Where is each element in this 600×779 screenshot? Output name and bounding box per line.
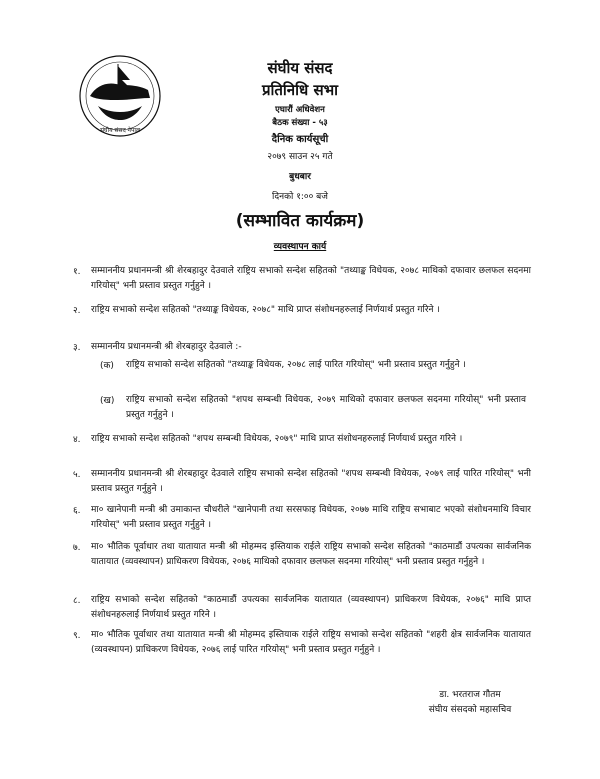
item-text: सम्माननीय प्रधानमन्त्री श्री शेरबहादुर देउवाले राष्ट्रिय सभाको सन्देश सहितको "तथ्याङ्क विधेयक, २०७८ माथिको दफावार छलफल सदनमा गरियोस्" भनी प्रस्ताव प्रस्तुत गर्नुहुने । — [91, 266, 531, 291]
item-number: २. — [73, 306, 81, 316]
probable-program-title: (सम्भावित कार्यक्रम) — [235, 211, 365, 231]
item-text: राष्ट्रिय सभाको सन्देश सहितको "तथ्याङ्क विधेयक, २०७८" माथि प्राप्त संशोधनहरुलाई निर्णयार्थ प्रस्तुत गरिने । — [91, 305, 440, 315]
item-number: ६. — [73, 506, 81, 516]
signatory-designation: संघीय संसदको महासचिव — [428, 705, 512, 715]
subitem-label: (क) — [100, 361, 114, 371]
item-number: ७. — [73, 543, 81, 553]
parliament-title: संघीय संसद — [267, 59, 333, 77]
weekday-text: बुधबार — [289, 172, 311, 182]
item-text: राष्ट्रिय सभाको सन्देश सहितको "शपथ सम्बन्धी विधेयक, २०७९" माथि प्राप्त संशोधनहरुलाई निर्णयार्थ प्रस्तुत गरिने । — [91, 434, 463, 444]
item-number: ५. — [73, 470, 81, 480]
subitem-text: राष्ट्रिय सभाको सन्देश सहितको "तथ्याङ्क विधेयक, २०७८ लाई पारित गरियोस्" भनी प्रस्ताव प्रस्तुत गर्नुहुने । — [126, 360, 466, 370]
item-number: ८. — [73, 596, 81, 606]
item-number: ९. — [73, 631, 81, 641]
meeting-number: बैठक संख्या - ५३ — [272, 118, 328, 128]
item-text: मा० भौतिक पूर्वाधार तथा यातायात मन्त्री श्री मोहम्मद इस्तियाक राईले राष्ट्रिय सभाको सन्देश सहितको "काठमाडौं उपत्यका सार्वजनिक यातायात (व्यवस्थापन) प्राधिकरण विधेयक, २०७६ माथिको दफावार छलफल सदनमा गरियोस्" भनी प्रस्ताव प्रस्तुत गर्नुहुने । — [91, 542, 531, 567]
item-number: ३. — [73, 343, 81, 353]
item-text: मा० भौतिक पूर्वाधार तथा यातायात मन्त्री श्री मोहम्मद इस्तियाक राईले राष्ट्रिय सभाको सन्देश सहितको "शहरी क्षेत्र सार्वजनिक यातायात (व्यवस्थापन) प्राधिकरण विधेयक, २०७६ लाई पारित गरियोस्" भनी प्रस्ताव प्रस्तुत गर्नुहुने । — [91, 630, 531, 655]
date-text: २०७९ साउन २५ गते — [267, 152, 333, 162]
signatory-name: डा. भरतराज गौतम — [439, 690, 501, 700]
emblem-caption: संघीय संसद नेपाल — [99, 127, 141, 134]
item-text: मा० खानेपानी मन्त्री श्री उमाकान्त चौधरीले "खानेपानी तथा सरसफाइ विधेयक, २०७७ माथि राष्ट्रिय सभाबाट भएको संशोधनमाथि विचार गरियोस्" भनी प्रस्ताव प्रस्तुत गर्नुहुने । — [91, 505, 531, 530]
subitem-label: (ख) — [100, 396, 115, 406]
item-number: ४. — [73, 435, 81, 445]
item-text: सम्माननीय प्रधानमन्त्री श्री शेरबहादुर देउवाले राष्ट्रिय सभाको सन्देश सहितको "शपथ सम्बन्धी विधेयक, २०७९ लाई पारित गरियोस्" भनी प्रस्ताव प्रस्तुत गर्नुहुने । — [91, 469, 531, 494]
section-heading: व्यवस्थापन कार्य — [273, 242, 327, 252]
subitem-text: राष्ट्रिय सभाको सन्देश सहितको "शपथ सम्बन्धी विधेयक, २०७९ माथिको दफावार छलफल सदनमा गरियोस्" भनी प्रस्ताव प्रस्तुत गर्नुहुने । — [126, 395, 526, 420]
house-title: प्रतिनिधि सभा — [261, 81, 339, 99]
time-text: दिनको १:०० बजे — [272, 192, 328, 202]
daily-agenda-heading: दैनिक कार्यसूची — [271, 134, 329, 145]
item-text: राष्ट्रिय सभाको सन्देश सहितको "काठमाडौं उपत्यका सार्वजनिक यातायात (व्यवस्थापन) प्राधिकरण विधेयक, २०७६" माथि प्राप्त संशोधनहरुलाई निर्णयार्थ प्रस्तुत गरिने । — [91, 595, 531, 620]
item-number: १. — [73, 267, 81, 277]
session-label: एघारौं अधिवेशन — [275, 105, 325, 115]
item-text: सम्माननीय प्रधानमन्त्री श्री शेरबहादुर देउवाले :- — [91, 342, 242, 352]
